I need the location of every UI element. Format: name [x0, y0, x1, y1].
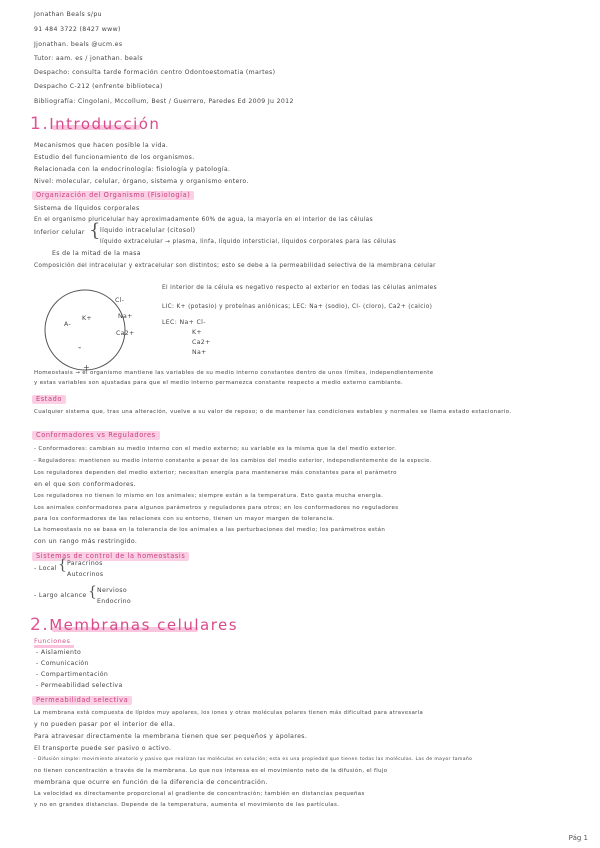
subtitle-functions: Funciones — [34, 637, 71, 645]
selective-line: y no pueden pasar por el interior de ella. — [34, 721, 176, 728]
cell-label-inside: K+ — [82, 315, 92, 322]
cell-label-outside: Na+ — [118, 313, 133, 320]
conformers-line: - Conformadores: cambian su medio interno con el medio externo; su variable es la misma que la del medio exterior. — [34, 446, 397, 452]
body-line: líquido extracelular → plasma, linfa, líquido intersticial, líquidos corporales para las células — [100, 239, 397, 245]
conformers-line: - Reguladores: mantienen su medio interno constante a pesar de los cambios del medio exterior, independientemente de la especie. — [34, 458, 432, 464]
page-number: Pág 1 — [568, 834, 588, 842]
section-number: 2. — [30, 615, 50, 635]
minus-sign: - — [78, 343, 82, 353]
header-line: Bibliografía: Cingolani, Mccollum, Best / Guerrero, Paredes Ed 2009 Ju 2012 — [34, 98, 294, 105]
intro-line: Estudio del funcionamiento de los organismos. — [34, 154, 195, 161]
underline — [34, 645, 74, 648]
body-line: Es de la mitad de la masa — [52, 250, 141, 257]
body-line: líquido intracelular (citosol) — [100, 227, 196, 234]
subtitle-control: Sistemas de control de la homeostasis — [32, 552, 189, 561]
header-line: Despacho C-212 (enfrente biblioteca) — [34, 83, 163, 90]
control-item: Autocrinos — [67, 571, 104, 578]
lec-list: K+ — [192, 329, 202, 336]
intro-line: Nivel: molecular, celular, órgano, sistema y organismo entero. — [34, 178, 249, 185]
body-line: En el organismo pluricelular hay aproximadamente 60% de agua, la mayoría en el interior de las células — [34, 217, 373, 223]
function-item: - Comunicación — [36, 660, 89, 667]
section-number: 1. — [30, 114, 50, 134]
body-line: Inferior celular — [34, 229, 85, 236]
conformers-line: Los reguladores dependen del medio exterior; necesitan energía para mantenerse más constantes para el parámetro — [34, 470, 397, 476]
selective-line: La velocidad es directamente proporcional al gradiente de concentración; también en distancias pequeñas — [34, 791, 365, 797]
conformers-line: con un rango más restringido. — [34, 538, 138, 545]
state-line: Cualquier sistema que, tras una alteración, vuelve a su valor de reposo; o de mantener las condiciones estables y normales se llama estado estacionario. — [34, 409, 512, 415]
intro-line: Relacionada con la endocrinología: fisiología y patología. — [34, 166, 231, 173]
conformers-line: en el que son conformadores. — [34, 481, 136, 488]
cell-label-outside: Ca2+ — [116, 330, 135, 337]
header-line: 91 484 3722 (8427 www) — [34, 26, 121, 33]
lec-list: Na+ — [192, 349, 207, 356]
conformers-line: Los animales conformadores para algunos parámetros y reguladores para otros; en los conformadores no reguladores — [34, 505, 399, 511]
brace-symbol: { — [58, 557, 67, 573]
brace-symbol: { — [88, 584, 97, 600]
function-item: - Permeabilidad selectiva — [36, 682, 123, 689]
control-item: - Local — [34, 565, 57, 572]
cell-diagram — [30, 280, 160, 380]
subtitle-selective: Permeabilidad selectiva — [32, 696, 132, 705]
selective-line: membrana que ocurre en función de la diferencia de concentración. — [34, 779, 268, 786]
selective-line: - Difusión simple: movimiento aleatorio y pasivo que realizan las moléculas en solución; esta es una propiedad que tienen todas las moléculas. Las de mayor tamaño — [34, 757, 473, 762]
control-item: Endocrino — [97, 598, 132, 605]
subsection-label: Sistema de líquidos corporales — [34, 205, 140, 212]
plus-sign: + — [83, 363, 91, 372]
function-item: - Compartimentación — [36, 671, 109, 678]
conformers-line: La homeostasis no se basa en la tolerancia de los animales a las perturbaciones del medio; los parámetros están — [34, 527, 386, 533]
cell-note: LIC: K+ (potasio) y proteínas aniónicas; LEC: Na+ (sodio), Cl- (cloro), Ca2+ (calcio) — [162, 304, 433, 310]
section-1-title — [30, 114, 160, 134]
header-line: Jonathan Beals s/pu — [34, 11, 102, 18]
section-title-text: Introducción — [49, 115, 161, 133]
control-item: - Largo alcance — [34, 592, 87, 599]
cell-label-anion: A- — [64, 321, 72, 328]
conformers-line: Los reguladores no tienen lo mismo en los animales; siempre están a la temperatura. Esto gasta mucha energía. — [34, 493, 384, 499]
lec-list: Ca2+ — [192, 339, 211, 346]
selective-line: no tienen concentración a través de la membrana. Lo que nos interesa es el movimiento neto de la difusión, el flujo — [34, 768, 388, 774]
lec-list: LEC: Na+ Cl- — [162, 319, 206, 326]
conformers-line: para los conformadores de las relaciones con su entorno, tienen un mayor margen de tolerancia. — [34, 516, 335, 522]
header-line: Despacho: consulta tarde formación centro Odontoestomatia (martes) — [34, 69, 276, 76]
cell-membrane — [45, 290, 125, 370]
selective-line: El transporte puede ser pasivo o activo. — [34, 745, 172, 752]
subtitle-conformers: Conformadores vs Reguladores — [32, 431, 160, 440]
control-item: Nervioso — [97, 587, 127, 594]
homeostasis-line: Homeostasis → el organismo mantiene las variables de su medio interno constantes dentro de unos límites, independientemente — [34, 370, 434, 376]
subtitle-organization: Organización del Organismo (Fisiología) — [32, 191, 194, 200]
header-line: Tutor: aam. es / jonathan. beals — [34, 55, 143, 62]
brace-symbol: { — [89, 220, 101, 241]
selective-line: y no en grandes distancias. Depende de la temperatura, aumenta el movimiento de las partículas. — [34, 802, 340, 808]
header-line: Jjonathan. beals @ucm.es — [34, 41, 123, 48]
subtitle-state: Estado — [32, 395, 66, 404]
body-line: Composición del intracelular y extracelular son distintos; esto se debe a la permeabilidad selectiva de la membrana celular — [34, 263, 436, 269]
intro-line: Mecanismos que hacen posible la vida. — [34, 142, 169, 149]
selective-line: Para atravesar directamente la membrana tienen que ser pequeños y apolares. — [34, 733, 308, 740]
function-item: - Aislamiento — [36, 649, 82, 656]
control-item: Paracrinos — [67, 560, 103, 567]
cell-label-outside: Cl- — [115, 297, 125, 304]
homeostasis-line: y estas variables son ajustadas para que el medio interno permanezca constante respecto a medio externo cambiante. — [34, 380, 404, 386]
selective-line: La membrana está compuesta de lípidos muy apolares, los iones y otras moléculas polares tienen más dificultad para atravesarla — [34, 710, 424, 716]
section-2-title — [30, 615, 238, 635]
section-title-text: Membranas celulares — [49, 616, 239, 634]
cell-note: El interior de la célula es negativo respecto al exterior en todas las células animales — [162, 285, 437, 291]
